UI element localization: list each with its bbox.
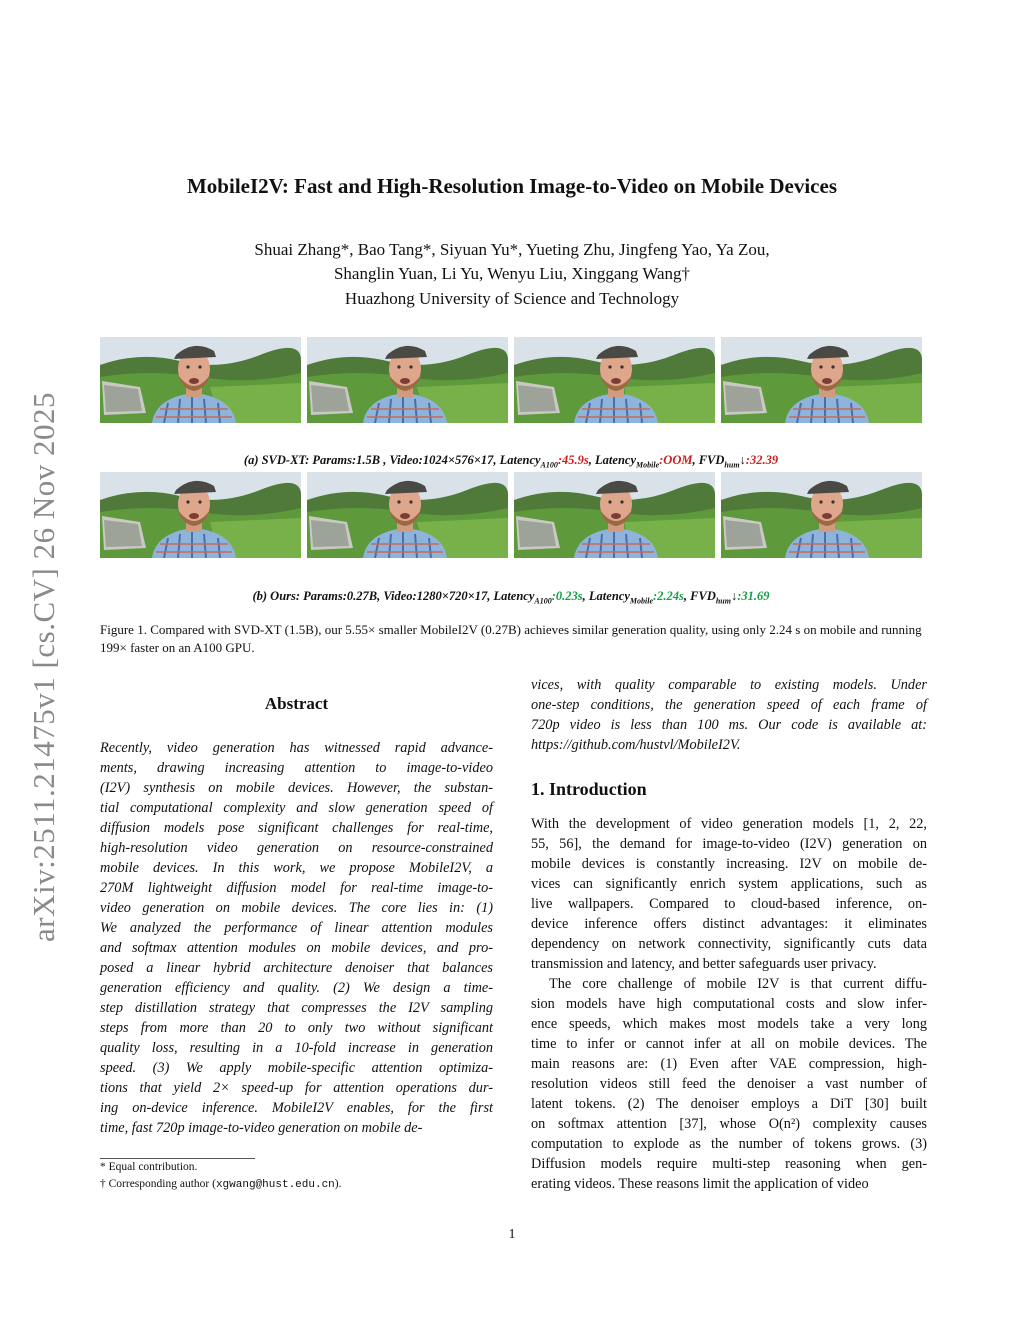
video-frame-a2 (307, 337, 508, 423)
affiliation: Huazhong University of Science and Technology (344, 289, 680, 308)
text-line: dependency on network connectivity, significantly cuts data (531, 936, 927, 952)
author-email[interactable]: xgwang@hust.edu.cn (215, 1179, 335, 1191)
text-line: time to infer or cannot infer at all on mobile devices. The (531, 1036, 927, 1052)
text-line: sion models have high computational costs and slow infer- (531, 996, 927, 1012)
text-line: 55, 56], the demand for image-to-video (I2V) generation on (531, 836, 927, 852)
footnote-equal-contribution: * Equal contribution. (100, 1161, 198, 1173)
text-line: live wallpapers. Compared to cloud-based inference, on- (531, 896, 927, 912)
text-line: Recently, video generation has witnessed rapid advance- (100, 740, 493, 756)
text-line: 720p video is less than 100 ms. Our code is available at: (531, 717, 927, 733)
text-line: ence speeds, which makes most models take a very long (531, 1016, 927, 1032)
introduction-heading: 1. Introduction (531, 779, 647, 799)
text-line: video generation on mobile devices. The core lies in: (1) (100, 900, 493, 916)
figure-caption: Figure 1. Compared with SVD-XT (1.5B), our 5.55× smaller MobileI2V (0.27B) achieves similar generation quality, using only 2.24 s on mobile and running 199× faster on an A100 GPU. (100, 622, 922, 655)
text-line: vices, with quality comparable to existing models. Under (531, 677, 927, 693)
text-line: (I2V) synthesis on mobile devices. However, the substan- (100, 780, 493, 796)
text-line: quality loss, resulting in a 10-fold increase in generation (100, 1040, 493, 1056)
text-line: computation to explode as the number of tokens grows. (3) (531, 1136, 927, 1152)
text-line: ments, drawing increasing attention to image-to-video (100, 760, 493, 776)
text-line: diffusion models pose significant challenges for real-time, (100, 820, 493, 836)
text-line: We analyzed the performance of linear attention modules (100, 920, 493, 936)
text-line: high-resolution video generation on resource-constrained (100, 840, 493, 856)
text-line: on softmax attention [37], whose O(n²) complexity causes (531, 1116, 927, 1132)
text-line: ing on-device inference. MobileI2V enables, for the first (100, 1100, 493, 1116)
text-line: mobile devices is constantly increasing. I2V on mobile de- (531, 856, 927, 872)
authors-line-1: Shuai Zhang*, Bao Tang*, Siyuan Yu*, Yueting Zhu, Jingfeng Yao, Ya Zou, (254, 240, 770, 259)
page-number: 1 (508, 1227, 516, 1242)
video-frame-a4 (721, 337, 922, 423)
text-line: device inference offers distinct advantages: it eliminates (531, 916, 927, 932)
text-line: https://github.com/hustvl/MobileI2V. (531, 737, 741, 753)
video-frame-b1 (100, 472, 301, 558)
text-line: resolution videos still feed the denoiser a vast number of (531, 1076, 927, 1092)
video-frame-a1 (100, 337, 301, 423)
text-line: main reasons are: (1) Even after VAE compression, high- (531, 1056, 927, 1072)
text-line: step distillation strategy that compresses the I2V sampling (100, 1000, 493, 1016)
video-frame-b3 (514, 472, 715, 558)
text-line: transmission and latency, and better safeguards user privacy. (531, 956, 877, 972)
footnote-rule (100, 1158, 255, 1159)
video-frame-a3 (514, 337, 715, 423)
text-line: speed. (3) We apply mobile-specific attention optimiza- (100, 1060, 493, 1076)
text-line: With the development of video generation models [1, 2, 22, (531, 816, 927, 832)
subcaption-b: (b) Ours: Params:0.27B, Video:1280×720×17, Latency$_{A100}$:0.23s, Latency$_{Mobile}$:2.24s, $FVD_{hum}↓:31.69$ (252, 589, 770, 606)
footnote-corresponding-author: † Corresponding author (xgwang@hust.edu.cn). (100, 1178, 342, 1191)
text-line: latent tokens. (2) The denoiser employs a DiT [30] built (531, 1096, 927, 1112)
text-line: The core challenge of mobile I2V is that current diffu- (549, 976, 927, 992)
abstract-body (100, 738, 493, 1138)
text-line: erating videos. These reasons limit the application of video (531, 1176, 869, 1192)
text-line: and softmax attention modules on mobile devices, and pro- (100, 940, 493, 956)
text-line: generation efficiency and quality. (2) We design a time- (100, 980, 493, 996)
text-line: posed a linear hybrid architecture denoiser that balances (100, 960, 493, 976)
text-line: time, fast 720p image-to-video generation on mobile de- (100, 1120, 423, 1136)
introduction-paragraph-2 (531, 974, 927, 1194)
subcaption-a: (a) SVD-XT: Params:1.5B , Video:1024×576×17, Latency$_{A100}$:45.9s, Latency$_{Mobile}$:OOM, $FVD_{hum}↓:32.39$ (243, 453, 779, 470)
text-line: vices can significantly enrich system applications, such as (531, 876, 927, 892)
video-frame-b4 (721, 472, 922, 558)
text-line: tions that yield 2× speed-up for attention operations dur- (100, 1080, 493, 1096)
text-line: Diffusion models require multi-step reasoning when gen- (531, 1156, 927, 1172)
text-line: 270M lightweight diffusion model for real-time image-to- (100, 880, 493, 896)
abstract-heading: Abstract (264, 694, 329, 713)
text-line: steps from more than 20 to only two without significant (100, 1020, 493, 1036)
arxiv-side-stamp: arXiv:2511.21475v1 [cs.CV] 26 Nov 2025 (26, 392, 61, 943)
introduction-paragraph-1 (531, 814, 927, 974)
text-line: one-step conditions, the generation speed of each frame of (531, 697, 927, 713)
text-line: mobile devices. In this work, we propose MobileI2V, a (100, 860, 493, 876)
video-frame-b2 (307, 472, 508, 558)
text-line: tial computational complexity and slow generation speed of (100, 800, 493, 816)
abstract-continuation (531, 675, 927, 755)
paper-title: MobileI2V: Fast and High-Resolution Image-to-Video on Mobile Devices (186, 174, 837, 198)
authors-line-2: Shanglin Yuan, Li Yu, Wenyu Liu, Xinggang Wang† (333, 264, 691, 283)
